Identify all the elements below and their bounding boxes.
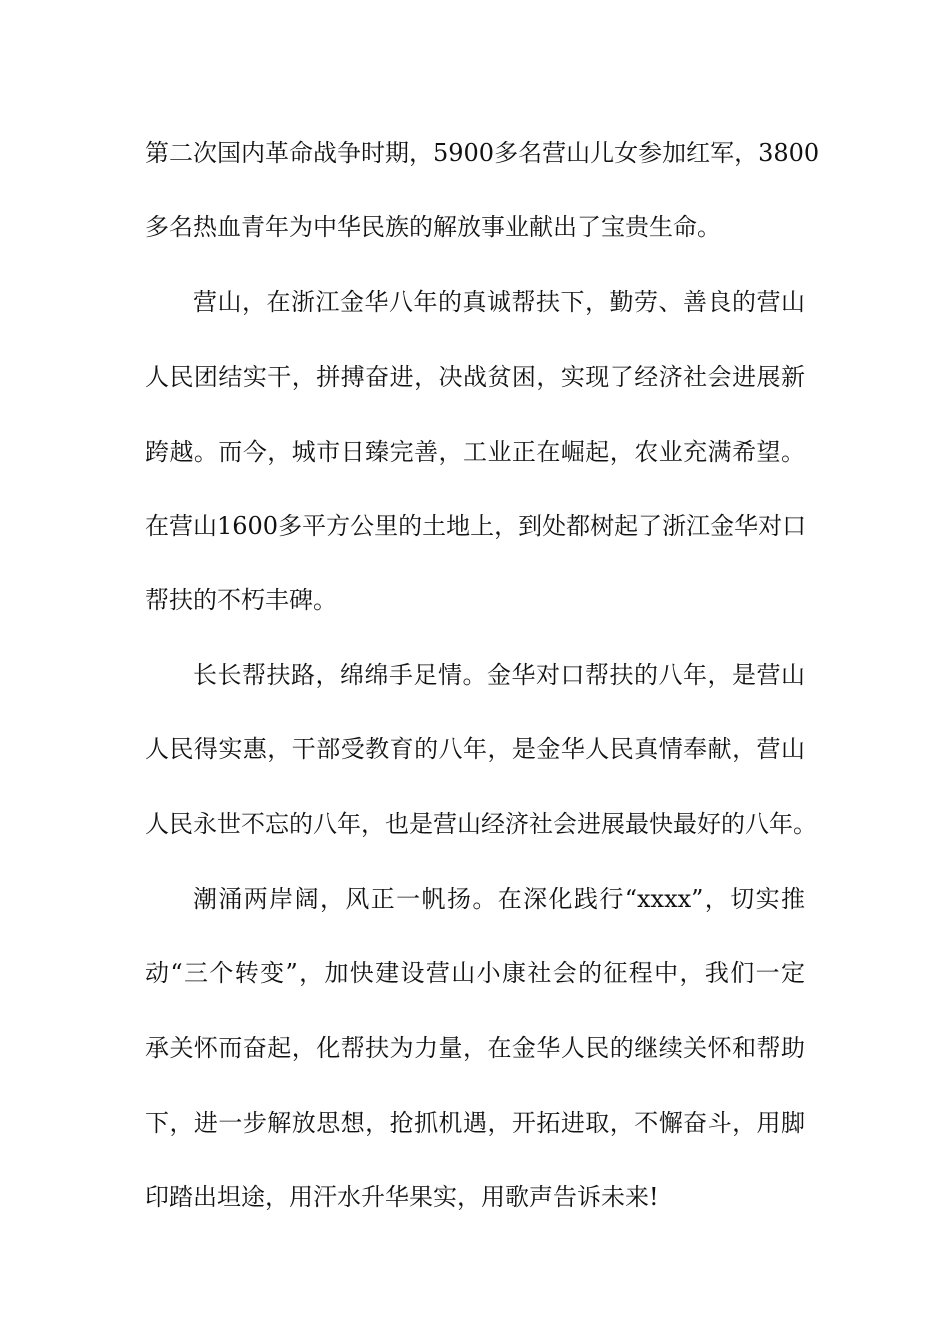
text-line: 跨越。而今，城市日臻完善，工业正在崛起，农业充满希望。 — [145, 438, 805, 466]
text-line: 人民团结实干，拼搏奋进，决战贫困，实现了经济社会进展新 — [145, 363, 805, 391]
paragraph-first-line: 营山，在浙江金华八年的真诚帮扶下，勤劳、善良的营山 — [193, 288, 805, 316]
text-line: 多名热血青年为中华民族的解放事业献出了宝贵生命。 — [145, 213, 721, 241]
text-line: 动“三个转变”，加快建设营山小康社会的征程中，我们一定 — [145, 959, 805, 987]
paragraph-first-line: 潮涌两岸阔，风正一帆扬。在深化践行“xxxx”，切实推 — [193, 885, 805, 913]
text-line: 帮扶的不朽丰碑。 — [145, 586, 337, 614]
paragraph-first-line: 长长帮扶路，绵绵手足情。金华对口帮扶的八年，是营山 — [193, 661, 805, 689]
text-line: 下，进一步解放思想，抢抓机遇，开拓进取，不懈奋斗，用脚 — [145, 1109, 805, 1137]
text-line: 承关怀而奋起，化帮扶为力量，在金华人民的继续关怀和帮助 — [145, 1034, 805, 1062]
text-line: 人民得实惠，干部受教育的八年，是金华人民真情奉献，营山 — [145, 735, 805, 763]
text-line: 在营山1600多平方公里的土地上，到处都树起了浙江金华对口 — [145, 512, 807, 540]
text-line: 印踏出坦途，用汗水升华果实，用歌声告诉未来! — [145, 1183, 659, 1211]
text-line: 人民永世不忘的八年，也是营山经济社会进展最快最好的八年。 — [145, 810, 817, 838]
text-line: 第二次国内革命战争时期，5900多名营山儿女参加红军，3800 — [145, 139, 820, 167]
